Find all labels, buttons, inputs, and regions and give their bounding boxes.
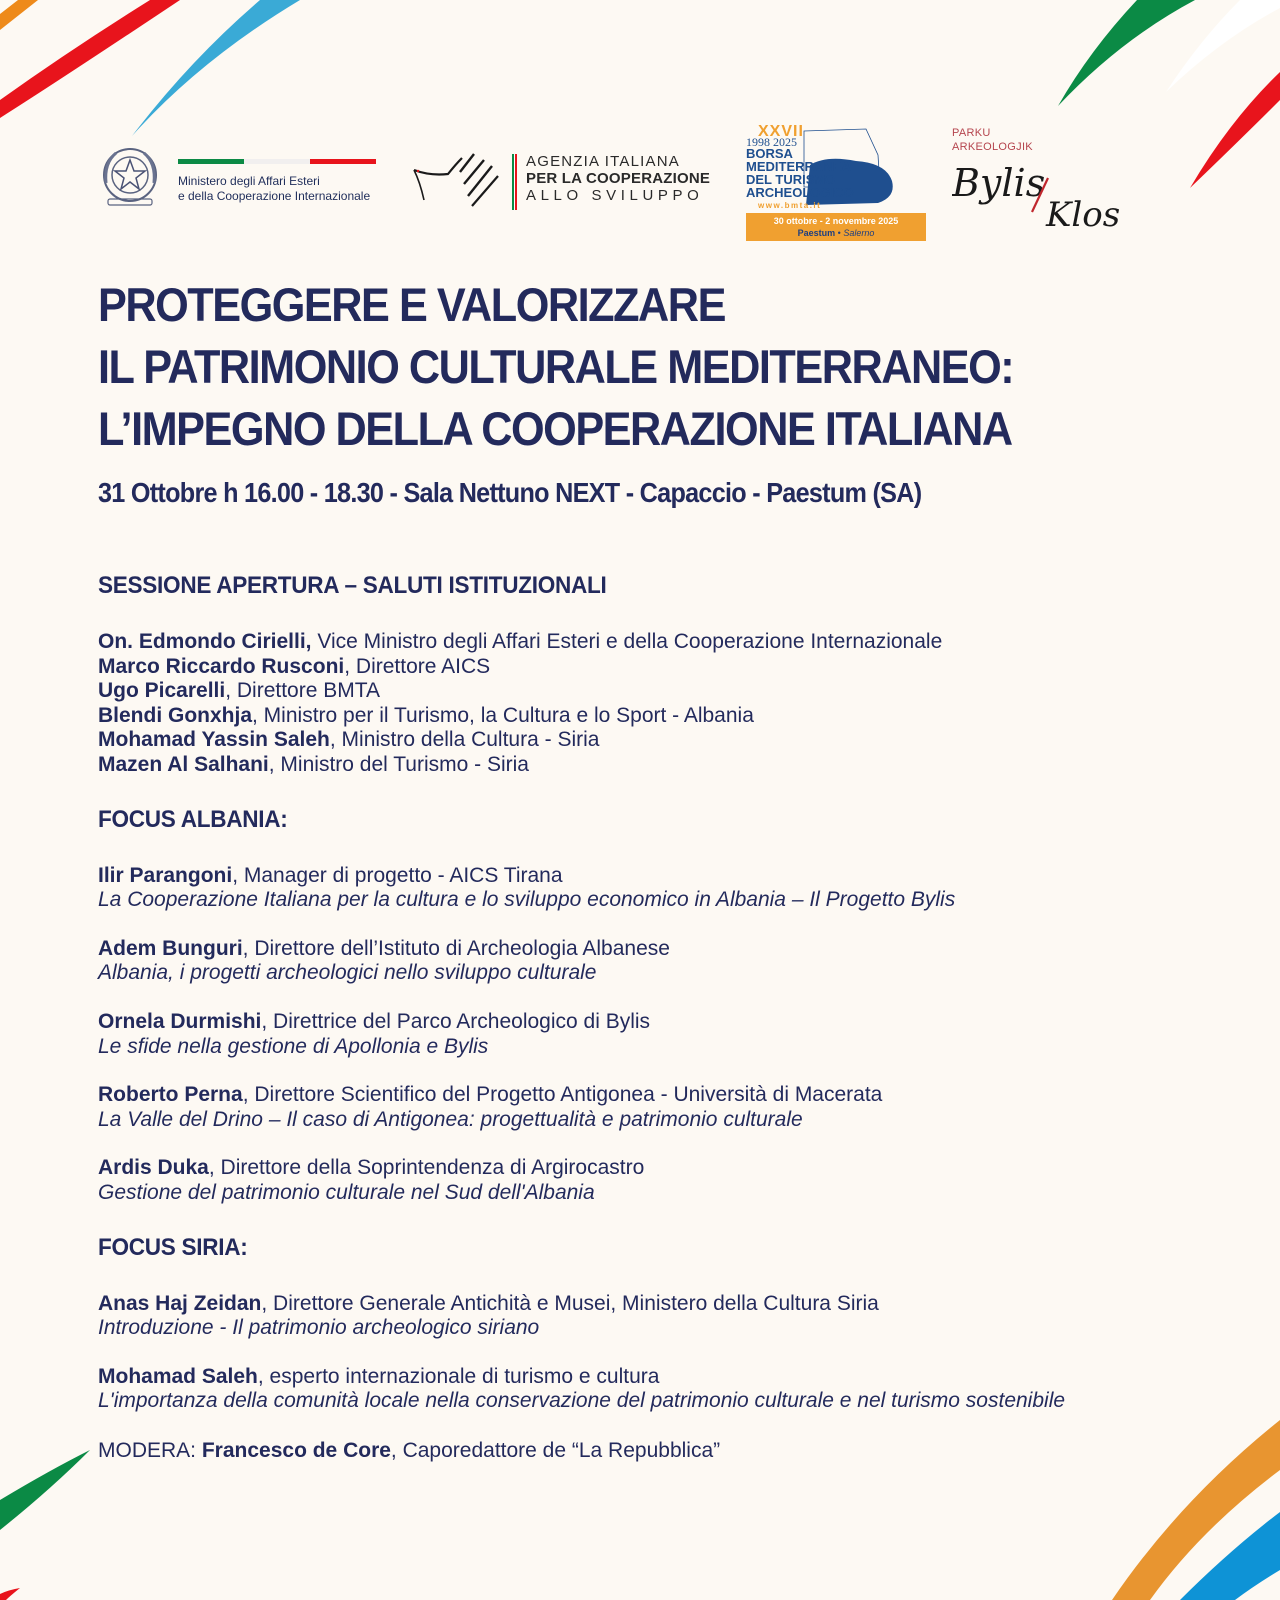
speaker-row [98,1292,1178,1317]
aics-name-line1: AGENZIA ITALIANA [526,153,680,170]
speaker-role: , Direttore Generale Antichità e Musei, Ministero della Cultura Siria [261,1291,879,1315]
talk-title: Albania, i progetti archeologici nello sviluppo culturale [98,961,597,985]
speaker-block [98,1156,1178,1205]
speaker-name: Mohamad Saleh [98,1364,258,1388]
speaker-name: Mazen Al Salhani [98,752,269,776]
talk-title: Introduzione - Il patrimonio archeologico siriano [98,1316,540,1340]
focus-siria-heading: FOCUS SIRIA: [98,1233,248,1261]
speaker-role: , Manager di progetto - AICS Tirana [232,863,563,887]
bmta-title-line: ARCHEOLOGICO [746,185,854,200]
title-line-3: L’IMPEGNO DELLA COOPERAZIONE ITALIANA [98,402,1012,455]
program [98,572,1178,1463]
italian-flag-bar [178,159,376,164]
speaker-role: Vice Ministro degli Affari Esteri e della Cooperazione Internazionale [311,630,943,653]
speaker-row [98,864,1178,889]
moderator [98,1439,1178,1464]
speaker-row [98,704,1178,729]
bmta-place [746,228,926,239]
blue-stroke-bottom-right [1180,1512,1280,1600]
moderator-role: , Caporedattore de “La Repubblica” [390,1438,721,1462]
bylis-klos-wordmark [952,156,1142,236]
speaker-block [98,864,1178,913]
talk-title: Le sfide nella gestione di Apollonia e Bylis [98,1034,489,1058]
opening-speakers [98,630,1178,778]
mae-name-line2: e della Cooperazione Internazionale [178,189,371,203]
aics-name [526,153,710,204]
speaker-role: , Direttore dell’Istituto di Archeologia Albanese [242,936,670,960]
speaker-name: Ornela Durmishi [98,1009,262,1033]
bmta-title-line: BORSA [746,146,793,161]
bmta-years: 1998 2025 [746,135,797,149]
speaker-block [98,1365,1178,1414]
speaker-name: Roberto Perna [98,1083,243,1107]
talk-title: La Valle del Drino – Il caso di Antigonea: progettualità e patrimonio culturale [98,1107,803,1131]
speaker-role: , esperto internazionale di turismo e cultura [257,1364,660,1388]
speaker-row [98,630,1178,655]
bmta-place-province: Salerno [843,228,875,238]
klos-script-text: Klos [1046,195,1121,235]
aics-name-line3: ALLO SVILUPPO [526,187,704,204]
aics-logo [410,150,720,214]
speaker-name: Anas Haj Zeidan [98,1291,262,1315]
bmta-title-line: DEL TURISMO [746,172,836,187]
talk-title: Gestione del patrimonio culturale nel Sud dell'Albania [98,1180,595,1204]
speaker-role: , Direttore Scientifico del Progetto Antigonea - Università di Macerata [242,1083,883,1107]
bmta-title-line: MEDITERRANEA [746,159,851,174]
speaker-role: , Ministro della Cultura - Siria [329,728,600,752]
bylis-park-line2: ARKEOLOGJIK [952,141,1033,153]
dove-icon [410,150,506,214]
talk-title: La Cooperazione Italiana per la cultura e lo sviluppo economico in Albania – Il Progetto Bylis [98,888,956,912]
speaker-name: Blendi Gonxhja [98,703,253,727]
speaker-role: , Ministro del Turismo - Siria [268,752,529,776]
mae-logo [98,143,388,215]
bmta-logo [746,125,926,243]
speaker-role: , Direttore AICS [344,654,491,678]
speaker-name: Ardis Duka [98,1156,209,1180]
mae-name-line1: Ministero degli Affari Esteri [178,174,320,188]
speaker-role: , Ministro per il Turismo, la Cultura e lo Sport - Albania [252,703,754,727]
speaker-row [98,1083,1178,1108]
title-line-1: PROTEGGERE E VALORIZZARE [98,278,725,331]
speaker-name: Adem Bunguri [98,936,243,960]
speaker-name: Mohamad Yassin Saleh [98,728,330,752]
bmta-dates: 30 ottobre - 2 novembre 2025 [773,216,899,226]
speaker-row [98,1365,1178,1390]
speaker-row [98,728,1178,753]
bylis-klos-logo [952,126,1142,236]
moderator-name: Francesco de Core [201,1438,391,1462]
speaker-role: , Direttore BMTA [225,679,381,703]
bmta-edition: XXVII [758,123,804,140]
speaker-block [98,937,1178,986]
speaker-row [98,1010,1178,1035]
speaker-row [98,753,1178,778]
opening-session-heading: SESSIONE APERTURA – SALUTI ISTITUZIONALI [98,572,607,599]
bylis-script-text: Bylis [952,161,1046,205]
speaker-row [98,655,1178,680]
green-stroke-bottom-left [0,1450,90,1530]
bmta-date-band [746,213,926,241]
speaker-block [98,1083,1178,1132]
speaker-name: Ilir Parangoni [98,863,233,887]
speaker-row [98,679,1178,704]
speaker-role: , Direttore della Soprintendenza di Argirocastro [208,1156,645,1180]
title-line-2: IL PATRIMONIO CULTURALE MEDITERRANEO: [98,340,1014,393]
speaker-row [98,1156,1178,1181]
speaker-role: , Direttrice del Parco Archeologico di Bylis [261,1009,651,1033]
bylis-park-label [952,126,1033,154]
bmta-url: www.bmta.it [758,201,822,210]
italian-flag-vertical-bar [512,154,517,210]
speaker-row [98,937,1178,962]
speaker-block [98,1010,1178,1059]
event-date-location: 31 Ottobre h 16.00 - 18.30 - Sala Nettuno NEXT - Capaccio - Paestum (SA) [98,477,922,508]
mae-name [178,174,370,204]
speaker-name: On. Edmondo Cirielli, [98,630,312,653]
bylis-park-line1: PARKU [952,127,991,139]
speaker-name: Ugo Picarelli [98,679,226,703]
red-stroke-bottom-left [0,1588,20,1600]
aics-name-line2: PER LA COOPERAZIONE [526,170,711,187]
event-title [98,274,1198,460]
bmta-place-separator: • [835,228,844,238]
bmta-place-city: Paestum [797,228,836,238]
speaker-name: Marco Riccardo Rusconi [98,654,345,678]
talk-title: L'importanza della comunità locale nella conservazione del patrimonio culturale e nel turismo sostenibile [98,1389,1066,1413]
italian-republic-emblem-icon [98,143,162,213]
moderator-label: MODERA: [98,1438,202,1462]
speaker-block [98,1292,1178,1341]
partner-logos [0,0,1280,260]
focus-albania-heading: FOCUS ALBANIA: [98,805,288,833]
bmta-title [746,147,854,199]
